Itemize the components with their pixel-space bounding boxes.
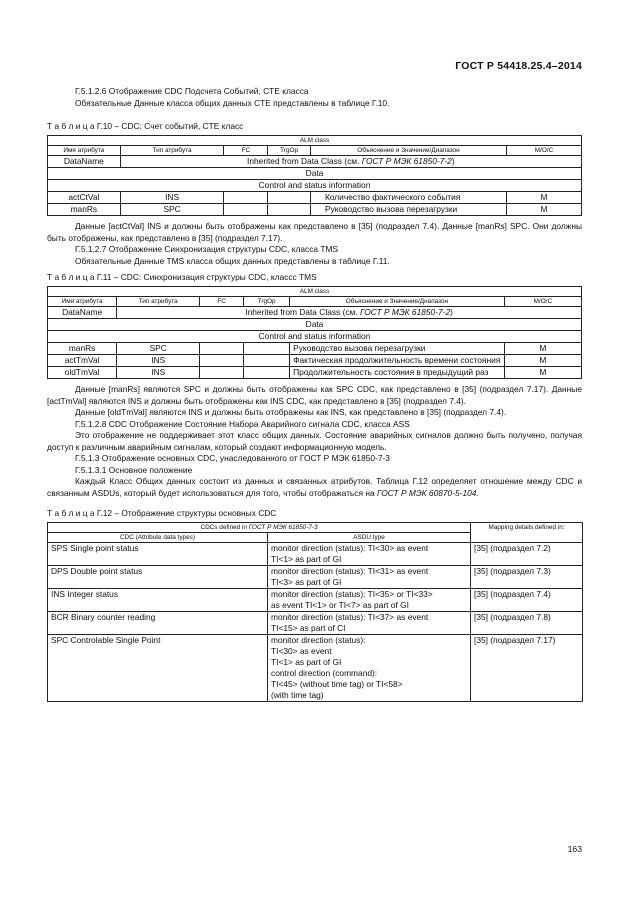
table11-inherit-name: DataName <box>48 307 117 319</box>
table-row <box>48 543 583 566</box>
table10-inherit-name: DataName <box>48 156 121 168</box>
table10-cell-desc: Количество фактического события <box>310 192 506 204</box>
section-title-513: Г.5.1.3 Отображение основных CDC, унаследованного от ГОСТ Р МЭК 61850-7-3 <box>75 453 390 463</box>
table12-cell-asdu: monitor direction (status): TI<35> or TI<33> as event TI<1> or TI<7> as part of GI <box>268 589 471 612</box>
table10-cell-fc <box>224 192 268 204</box>
table11-cell-type: INS <box>117 355 200 367</box>
table12-cell-asdu: monitor direction (status): TI<30> as event TI<1> as part of GI <box>268 543 471 566</box>
section-title-5131: Г.5.1.3.1 Основное положение <box>75 464 193 475</box>
table12-cell-map: [35] (подраздел 7.8) <box>471 612 583 635</box>
table10-cell-name: actCtVal <box>48 192 121 204</box>
table12-cell-cdc: DPS Double point status <box>48 566 268 589</box>
table-row <box>48 192 582 204</box>
table10-col-0: Имя атрибута <box>48 146 121 156</box>
paragraph-after-table10: Данные [actCtVal] INS и должны быть отображены как представлено в [35] (подраздел 7.4). Данные [manRs] SPC. Они должны быть отображены, как представлено в [35] (подраздел 7.17). <box>47 221 582 243</box>
table11-cell-moc: M <box>504 355 581 367</box>
standard-header: ГОСТ Р 54418.25.4–2014 <box>455 60 582 72</box>
table11-cell-moc: M <box>504 367 581 379</box>
table11-cell-trg <box>244 367 290 379</box>
table12-cell-cdc: SPC Controlable Single Point <box>48 635 268 702</box>
table10-cell-moc: M <box>507 192 582 204</box>
table-row <box>48 367 582 379</box>
table12-cell-map: [35] (подраздел 7.4) <box>471 589 583 612</box>
page-number: 163 <box>567 844 582 854</box>
table11-data-label: Data <box>48 319 582 331</box>
table-row <box>48 635 583 702</box>
table-row <box>48 355 582 367</box>
table11-cell-desc: Фактическая продолжительность времени состояния <box>290 355 505 367</box>
table11-cell-trg <box>244 355 290 367</box>
table10-cell-type: INS <box>120 192 224 204</box>
table12-top-header: CDCs defined in ГОСТ Р МЭК 61850-7-3 <box>48 523 471 533</box>
table12-cell-map: [35] (подраздел 7.17) <box>471 635 583 702</box>
table10-cell-desc: Руководство вызова перезагрузки <box>310 204 506 216</box>
paragraph-after-table11-b: Данные [oldTmVal] являются INS и должны быть отображены как INS, как представлено в [35] (подраздел 7.4). <box>75 407 507 417</box>
table11-cell-moc: M <box>504 343 581 355</box>
table10-caption: Т а б л и ц а Г.10 – CDC: Счет событий, CTE класс <box>47 121 244 131</box>
table12-cell-asdu: monitor direction (status): TI<30> as event TI<1> as part of GI control direction (command): TI<45> (without time tag) or TI<58> (with time tag) <box>268 635 471 702</box>
table11-col-2: FC <box>200 297 244 307</box>
table10-column-headers <box>48 146 582 156</box>
table11 <box>47 286 582 379</box>
section-title-tms: Г.5.1.2.7 Отображение Синхронизация структуры CDC, класса TMS <box>75 244 339 254</box>
table10-col-3: TrgOp <box>268 146 311 156</box>
table12-col-asdu: ASDU type <box>268 533 471 543</box>
table-row <box>48 612 583 635</box>
table12-cell-asdu: monitor direction (status): TI<31> as event TI<3> as part of GI <box>268 566 471 589</box>
table11-cell-desc: Продолжительность состояния в предыдущий раз <box>290 367 505 379</box>
table10 <box>47 135 582 216</box>
table-row <box>48 343 582 355</box>
page-content <box>47 86 582 702</box>
table10-cell-moc: M <box>507 204 582 216</box>
table10-cell-type: SPC <box>120 204 224 216</box>
section-title-ass: Г.5.1.2.8 CDC Отображение Состояние Набора Аварийного сигнала CDC, класса ASS <box>75 418 410 429</box>
table11-col-3: TrgOp <box>244 297 290 307</box>
table11-inherit-text: Inherited from Data Class (см. ГОСТ Р МЭК 61850-7-2) <box>117 307 582 319</box>
table11-class-header: ALM class <box>48 287 582 297</box>
table11-cell-fc <box>200 367 244 379</box>
table12-caption: Т а б л и ц а Г.12 – Отображение структуры основных CDC <box>47 508 277 518</box>
table10-cell-name: manRs <box>48 204 121 216</box>
table10-col-5: M/O/C <box>507 146 582 156</box>
table10-col-4: Объяснение и Значение/Диапазон <box>310 146 506 156</box>
table12-cell-map: [35] (подраздел 7.2) <box>471 543 583 566</box>
table11-cell-type: SPC <box>117 343 200 355</box>
table10-col-2: FC <box>224 146 268 156</box>
table10-class-header: ALM class <box>48 136 582 146</box>
table-row <box>48 566 583 589</box>
table11-cell-name: actTmVal <box>48 355 117 367</box>
table-row <box>48 204 582 216</box>
table12 <box>47 522 583 702</box>
table11-cell-name: oldTmVal <box>48 367 117 379</box>
paragraph-after-table11-a: Данные [manRs] являются SPC и должны быть отображены как SPC CDC, как представлено в [35] (подраздел 7.17). Данные [actTmVal] являются INS и должны быть отображены как INS CDC, как представлено в [35] (подраздел 7.4). <box>47 384 582 406</box>
table10-inherit-text: Inherited from Data Class (см. ГОСТ Р МЭК 61850-7-2) <box>120 156 581 168</box>
table10-cell-fc <box>224 204 268 216</box>
table10-control-label: Control and status information <box>48 180 582 192</box>
section-text-ass: Это отображение не поддерживает этот класс общих данных. Состояние аварийных сигналов должно быть получено, получая доступ к различным аварийным сигналам, который создают информационную модель. <box>47 430 582 452</box>
section-intro-tms: Обязательные Данные TMS класса общих данных представлены в таблице Г.11. <box>75 255 390 266</box>
section-title-cte: Г.5.1.2.6 Отображение CDC Подсчета Событий, CTE класса <box>75 86 309 96</box>
table11-column-headers <box>48 297 582 307</box>
table11-cell-fc <box>200 343 244 355</box>
table11-col-1: Тип атрибута <box>117 297 200 307</box>
table10-col-1: Тип атрибута <box>120 146 224 156</box>
table11-cell-fc <box>200 355 244 367</box>
table11-cell-desc: Руководство вызова перезагрузки <box>290 343 505 355</box>
table10-cell-trg <box>268 192 311 204</box>
table10-cell-trg <box>268 204 311 216</box>
table11-col-5: M/O/C <box>504 297 581 307</box>
table12-cell-cdc: SPS Single point status <box>48 543 268 566</box>
table11-col-4: Объяснение и Значение/Диапазон <box>290 297 505 307</box>
table12-cell-map: [35] (подраздел 7.3) <box>471 566 583 589</box>
table10-data-label: Data <box>48 168 582 180</box>
table12-col-cdc: CDC (Attribute data types) <box>48 533 268 543</box>
table11-caption: Т а б л и ц а Г.11 – CDC: Синхронизация структуры CDC, классс TMS <box>47 272 317 282</box>
table12-cell-cdc: BCR Binary counter reading <box>48 612 268 635</box>
table11-cell-trg <box>244 343 290 355</box>
table11-control-label: Control and status information <box>48 331 582 343</box>
table12-mapping-header: Mapping details defined in: <box>471 523 583 543</box>
table11-cell-name: manRs <box>48 343 117 355</box>
table-row <box>48 589 583 612</box>
section-intro-cte: Обязательные Данные класса общих данных CTE представлены в таблице Г.10. <box>75 97 390 108</box>
table11-col-0: Имя атрибута <box>48 297 117 307</box>
section-text-5131: Каждый Класс Общих данных состоит из данных и связанных атрибутов. Таблица Г.12 определяет отношение между CDC и связанным ASDUs, который будет использоваться для того, чтобы отображаться на ГОСТ Р МЭК 60870-5-104. <box>47 476 582 498</box>
table12-cell-cdc: INS Integer status <box>48 589 268 612</box>
table12-cell-asdu: monitor direction (status): TI<37> as event TI<15> as part of CI <box>268 612 471 635</box>
table11-cell-type: INS <box>117 367 200 379</box>
